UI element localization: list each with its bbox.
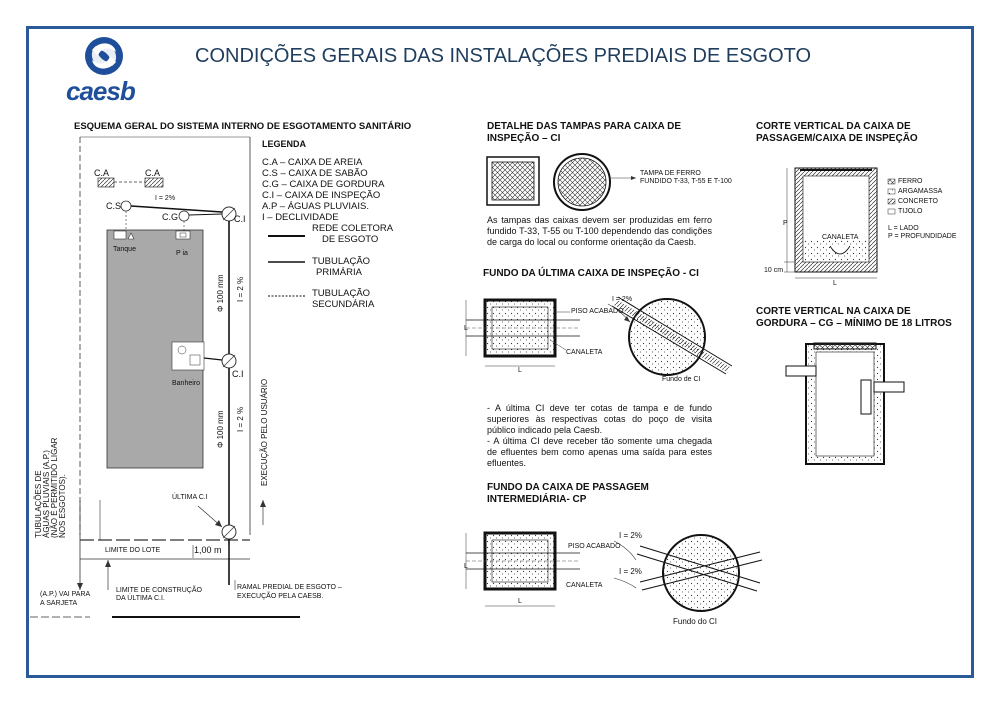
corte-cg-heading: GORDURA – CG – MÍNIMO DE 18 LITROS xyxy=(756,318,952,329)
material-label: ARGAMASSA xyxy=(898,188,943,195)
legend-item: C.G – CAIXA DE GORDURA xyxy=(262,179,385,190)
fundo-cp-heading: FUNDO DA CAIXA DE PASSAGEM xyxy=(487,482,649,493)
label-l: L xyxy=(518,598,522,605)
legend-item: C.S – CAIXA DE SABÃO xyxy=(262,168,368,179)
dim-label: L = LADO xyxy=(888,225,919,232)
tampas-text: As tampas das caixas devem ser produzidas em ferro fundido T-33, T-55 ou T-100 dependendo das condições de carga do local ou conforme orientação da Caesb. xyxy=(487,215,712,247)
fundo-ci-heading: FUNDO DA ÚLTIMA CAIXA DE INSPEÇÃO - CI xyxy=(483,268,699,279)
corte-ci-heading: CORTE VERTICAL DA CAIXA DE xyxy=(756,121,911,132)
label-decl: I = 2% xyxy=(155,195,176,202)
label-p: P xyxy=(783,220,788,227)
label-l: L xyxy=(833,280,837,287)
line-legend-label: DE ESGOTO xyxy=(322,234,379,245)
label-ca: C.A xyxy=(94,168,110,178)
legend-title: LEGENDA xyxy=(262,139,307,149)
label-ultima-ci: ÚLTIMA C.I xyxy=(172,494,208,501)
label-distance: 1,00 m xyxy=(194,545,222,555)
label-ap-vai: A SARJETA xyxy=(40,600,78,606)
corte-ci-heading: PASSAGEM/CAIXA DE INSPEÇÃO xyxy=(756,133,918,144)
legend-item: A.P – ÁGUAS PLUVIAIS. xyxy=(262,201,370,212)
dim-label: P = PROFUNDIDADE xyxy=(888,233,957,240)
caption-fundo-ci: Fundo de CI xyxy=(662,376,701,383)
label-ci-mid: C.I xyxy=(232,369,244,379)
label-decl: I = 2% xyxy=(619,567,642,576)
label-tubulacoes: NOS ESGOTOS). xyxy=(58,474,67,538)
fundo-ci-note: - A última CI deve receber tão somente uma chegada de efluentes bem como apenas uma saída para estes efluentes. xyxy=(487,436,712,468)
corte-cg-heading: CORTE VERTICAL NA CAIXA DE xyxy=(756,306,911,317)
label-ramal: RAMAL PREDIAL DE ESGOTO – xyxy=(237,584,342,591)
line-legend-label: SECUNDÁRIA xyxy=(312,299,375,310)
label-decl-vertical: I = 2 % xyxy=(236,276,245,302)
label-limite-lote: LIMITE DO LOTE xyxy=(105,547,161,554)
label-tubulacoes: (NÃO É PERMITIDO LIGAR xyxy=(50,437,59,538)
material-label: FERRO xyxy=(898,178,923,185)
page-title: CONDIÇÕES GERAIS DAS INSTALAÇÕES PREDIAIS DE ESGOTO xyxy=(195,45,812,67)
label-piso: PISO ACABADO xyxy=(568,543,621,550)
label-diameter: Φ 100 mm xyxy=(216,274,225,312)
line-legend-label: TUBULAÇÃO xyxy=(312,256,371,267)
label-ramal: EXECUÇÃO PELA CAESB. xyxy=(237,593,324,600)
label-diameter: Φ 100 mm xyxy=(216,410,225,448)
legend-item: C.I – CAIXA DE INSPEÇÃO xyxy=(262,190,381,201)
label-limite-construcao: DA ÚLTIMA C.I. xyxy=(116,595,165,602)
tampas-label: TAMPA DE FERRO xyxy=(640,170,701,177)
corte-ci-drawing xyxy=(784,168,895,278)
line-legend-label: TUBULAÇÃO xyxy=(312,288,371,299)
label-l: L xyxy=(518,367,522,374)
label-ap-vai: (A.P.) VAI PARA xyxy=(40,591,91,598)
label-10cm: 10 cm xyxy=(764,267,784,274)
label-decl: I = 2% xyxy=(619,531,642,540)
label-decl-vertical: I = 2 % xyxy=(236,406,245,432)
label-l: L xyxy=(464,563,468,570)
label-canaleta: CANALETA xyxy=(822,234,859,241)
label-cs: C.S xyxy=(106,201,122,211)
label-ca: C.A xyxy=(145,168,161,178)
label-pia: P ia xyxy=(176,250,188,257)
label-l: L xyxy=(464,325,468,332)
label-banheiro: Banheiro xyxy=(172,380,201,387)
label-canaleta: CANALETA xyxy=(566,582,603,589)
caption-fundo-cp: Fundo do CI xyxy=(673,617,718,626)
label-canaleta: CANALETA xyxy=(566,349,603,356)
tampas-drawing xyxy=(487,154,636,210)
line-legend-label: PRIMÁRIA xyxy=(316,267,362,278)
legend-item: I – DECLIVIDADE xyxy=(262,212,339,223)
scheme-heading: ESQUEMA GERAL DO SISTEMA INTERNO DE ESGOTAMENTO SANITÁRIO xyxy=(74,121,412,132)
material-label: TIJOLO xyxy=(898,208,923,215)
label-limite-construcao: LIMITE DE CONSTRUÇÃO xyxy=(116,587,202,594)
label-ci-top: C.I xyxy=(234,214,246,224)
tampas-label: FUNDIDO T-33, T-55 E T-100 xyxy=(640,178,732,185)
label-tubulacoes: ÁGUAS PLUVIAIS (A.P.) xyxy=(42,450,51,538)
legend-list xyxy=(262,157,384,223)
material-label: CONCRETO xyxy=(898,198,938,205)
label-tanque: Tanque xyxy=(113,246,136,253)
label-cg: C.G xyxy=(162,212,179,222)
fundo-ci-note: - A última CI deve ter cotas de tampa e de fundo superiores às respectivas cotas do poço de visita público indicado pela Caesb. xyxy=(487,403,712,435)
tampas-heading: DETALHE DAS TAMPAS PARA CAIXA DE xyxy=(487,121,682,132)
label-decl: I = 2% xyxy=(612,296,633,303)
label-execucao-usuario: EXECUÇÃO PELO USUÁRIO xyxy=(260,378,269,486)
corte-cg-drawing xyxy=(786,343,904,464)
fundo-cp-heading: INTERMEDIÁRIA- CP xyxy=(487,494,587,505)
line-legend-label: REDE COLETORA xyxy=(312,223,394,234)
legend-item: C.A – CAIXA DE AREIA xyxy=(262,157,363,168)
logo-text: caesb xyxy=(66,76,135,106)
label-piso: PISO ACABADO xyxy=(571,308,624,315)
tampas-heading: INSPEÇÃO – CI xyxy=(487,133,561,144)
label-tubulacoes: TUBULAÇÕES DE xyxy=(34,470,43,538)
